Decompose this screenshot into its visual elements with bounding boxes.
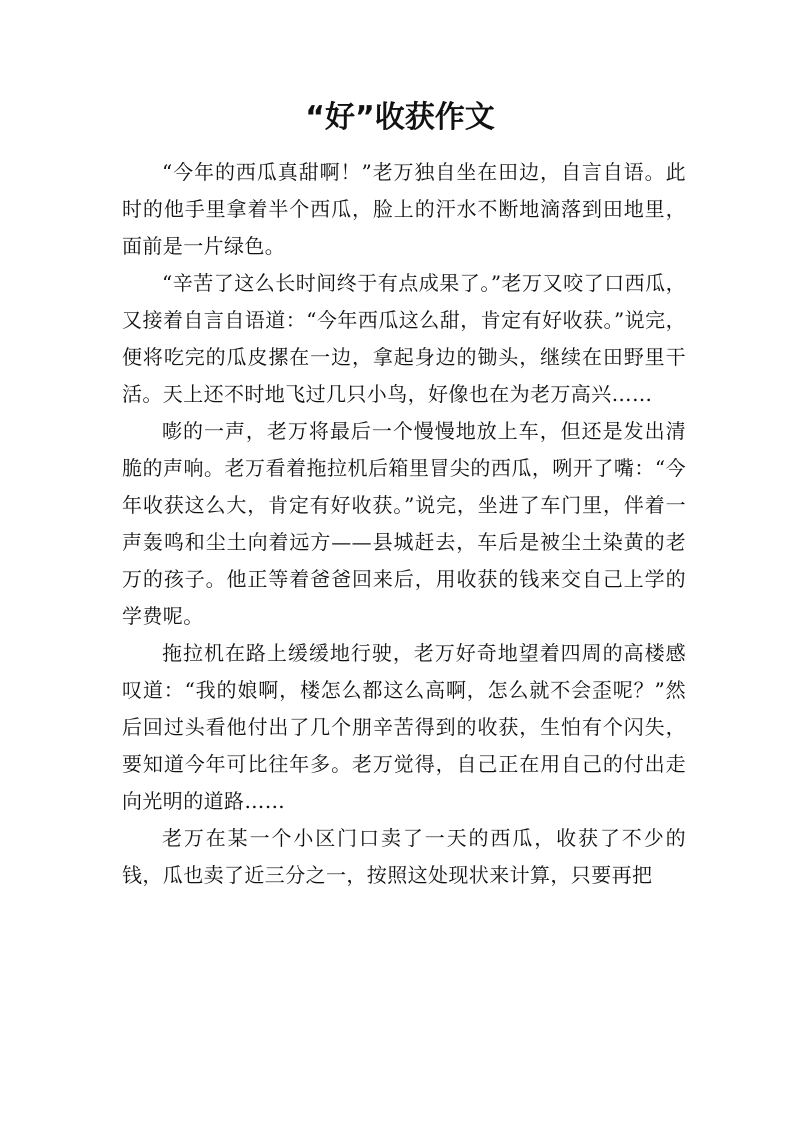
document-body xyxy=(122,154,686,894)
paragraph-2: “辛苦了这么长时间终于有点成果了。”老万又咬了口西瓜，又接着自言自语道：“今年西瓜这么甜，肯定有好收获。”说完，便将吃完的瓜皮摞在一边，拿起身边的锄头，继续在田野里干活。天上还不时地飞过几只小鸟，好像也在为老万高兴…… xyxy=(122,271,686,406)
paragraph-3: 嘭的一声，老万将最后一个慢慢地放上车，但还是发出清脆的声响。老万看着拖拉机后箱里冒尖的西瓜，咧开了嘴：“今年收获这么大，肯定有好收获。”说完，坐进了车门里，伴着一声轰鸣和尘土向着远方——县城赶去，车后是被尘土染黄的老万的孩子。他正等着爸爸回来后，用收获的钱来交自己上学的学费呢。 xyxy=(122,419,686,628)
paragraph-1: “今年的西瓜真甜啊！”老万独自坐在田边，自言自语。此时的他手里拿着半个西瓜，脸上的汗水不断地滴落到田地里，面前是一片绿色。 xyxy=(122,160,686,258)
paragraph-4: 拖拉机在路上缓缓地行驶，老万好奇地望着四周的高楼感叹道：“我的娘啊，楼怎么都这么高啊，怎么就不会歪呢？”然后回过头看他付出了几个朋辛苦得到的收获，生怕有个闪失，要知道今年可比往年多。老万觉得，自己正在用自己的付出走向光明的道路…… xyxy=(122,641,686,813)
paragraph-5: 老万在某一个小区门口卖了一天的西瓜，收获了不少的钱，瓜也卖了近三分之一，按照这处现状来计算，只要再把 xyxy=(122,826,686,887)
document-title: “好”收获作文 xyxy=(305,100,495,135)
